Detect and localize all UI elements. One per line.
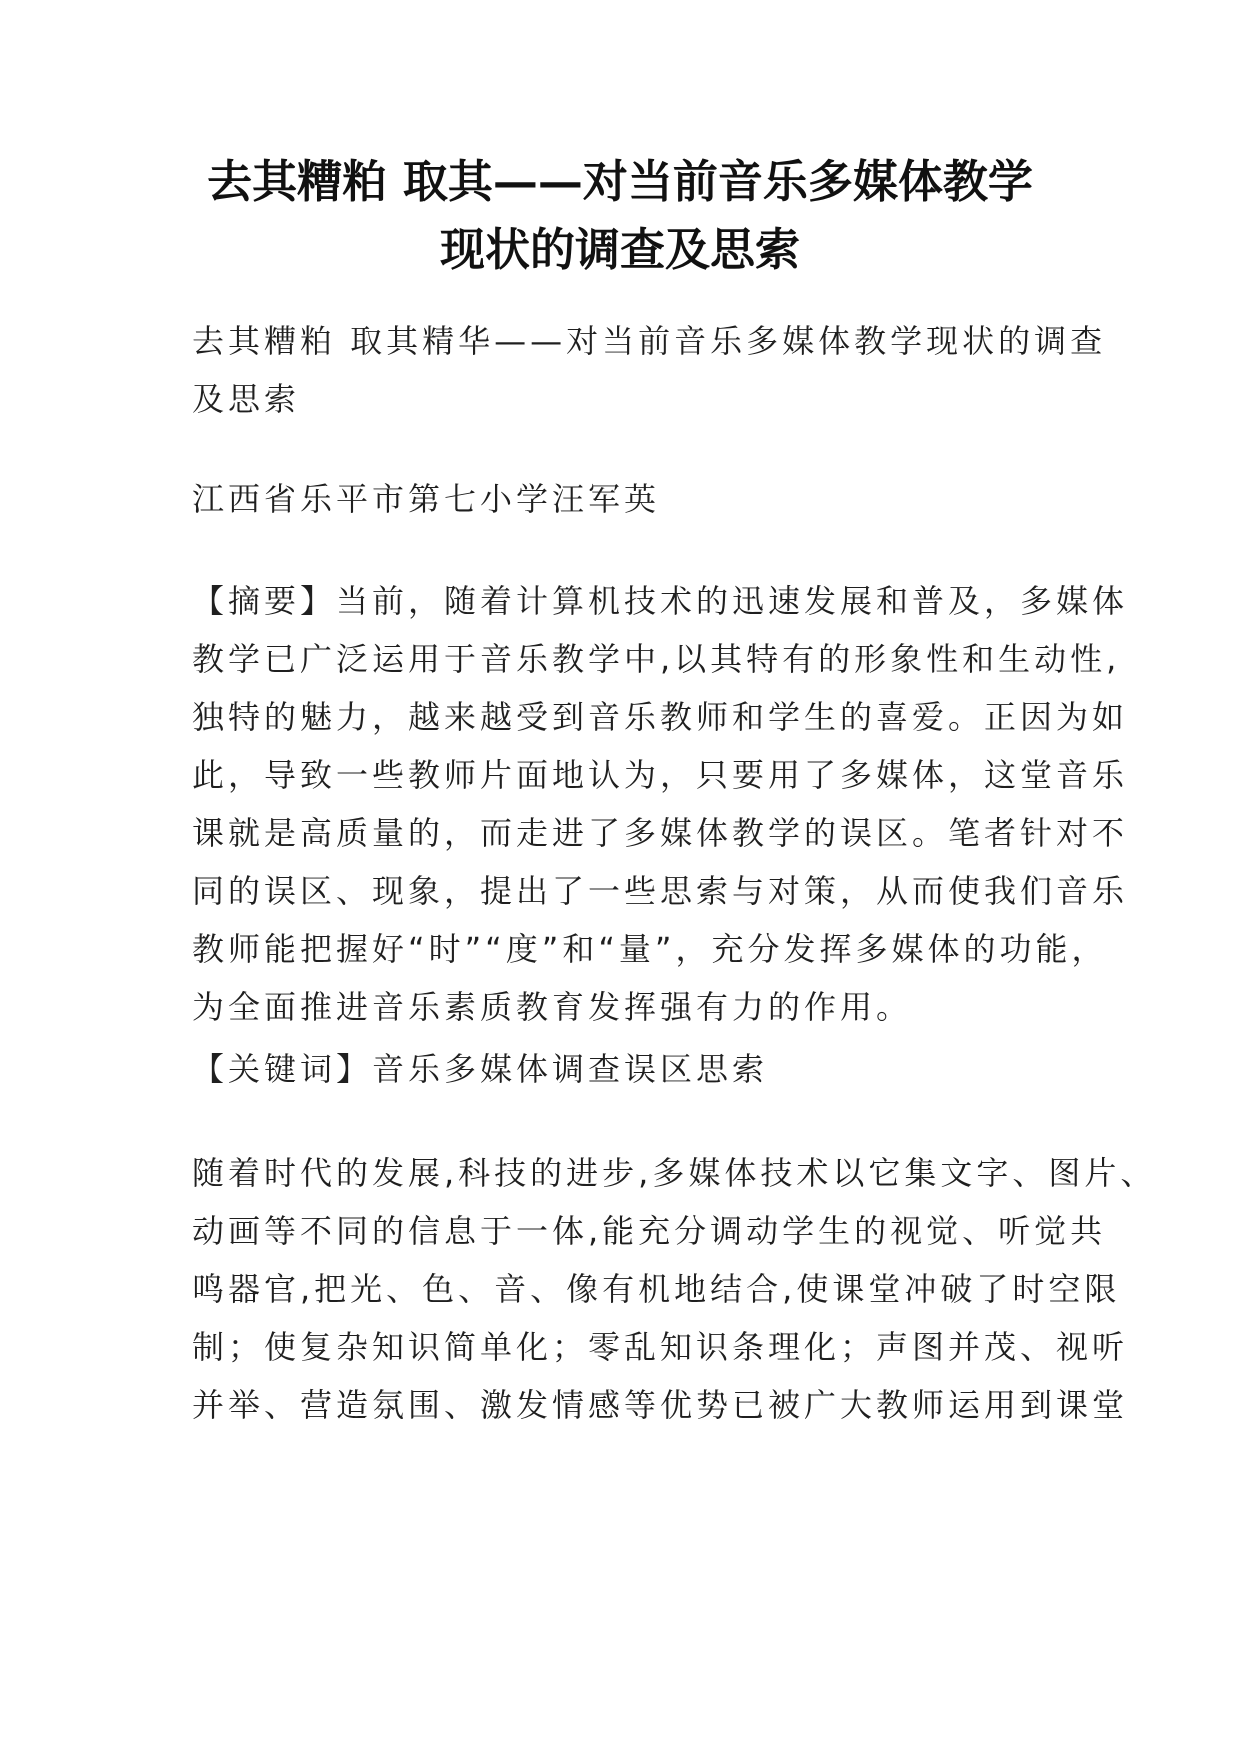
title-line: 现状的调查及思索 bbox=[439, 223, 800, 276]
abstract-line: 为全面推进音乐素质教育发挥强有力的作用。 bbox=[192, 988, 913, 1026]
body-line: 制；使复杂知识简单化；零乱知识条理化；声图并茂、视听 bbox=[192, 1328, 1129, 1366]
abstract-line: 教学已广泛运用于音乐教学中,以其特有的形象性和生动性, bbox=[192, 640, 1121, 678]
abstract-paragraph bbox=[192, 572, 1129, 1036]
abstract-line: 独特的魅力，越来越受到音乐教师和学生的喜爱。正因为如 bbox=[192, 698, 1129, 736]
author-text: 江西省乐平市第七小学汪军英 bbox=[192, 480, 661, 518]
body-line: 动画等不同的信息于一体,能充分调动学生的视觉、听觉共 bbox=[192, 1212, 1107, 1250]
keywords-line bbox=[192, 1040, 1058, 1098]
abstract-line: 【摘要】当前，随着计算机技术的迅速发展和普及，多媒体 bbox=[192, 582, 1129, 620]
subtitle-line: 及思索 bbox=[192, 380, 301, 418]
abstract-line: 此，导致一些教师片面地认为，只要用了多媒体，这堂音乐 bbox=[192, 756, 1129, 794]
abstract-line: 课就是高质量的，而走进了多媒体教学的误区。笔者针对不 bbox=[192, 814, 1129, 852]
subtitle-line: 去其糟粕 取其精华——对当前音乐多媒体教学现状的调查 bbox=[192, 322, 1107, 360]
author-line bbox=[192, 470, 1058, 528]
document-title bbox=[170, 148, 1070, 284]
keywords-text: 【关键词】音乐多媒体调查误区思索 bbox=[192, 1050, 769, 1088]
body-line: 随着时代的发展,科技的进步,多媒体技术以它集文字、图片、 bbox=[192, 1154, 1157, 1192]
title-line: 去其糟粕 取其——对当前音乐多媒体教学 bbox=[207, 155, 1033, 208]
body-line: 鸣器官,把光、色、音、像有机地结合,使课堂冲破了时空限 bbox=[192, 1270, 1121, 1308]
body-line: 并举、营造氛围、激发情感等优势已被广大教师运用到课堂 bbox=[192, 1386, 1129, 1424]
subtitle-paragraph bbox=[192, 312, 1107, 428]
abstract-line: 同的误区、现象，提出了一些思索与对策，从而使我们音乐 bbox=[192, 872, 1129, 910]
abstract-line: 教师能把握好“时”“度”和“量”，充分发挥多媒体的功能， bbox=[192, 930, 1108, 968]
body-paragraph bbox=[192, 1144, 1157, 1434]
